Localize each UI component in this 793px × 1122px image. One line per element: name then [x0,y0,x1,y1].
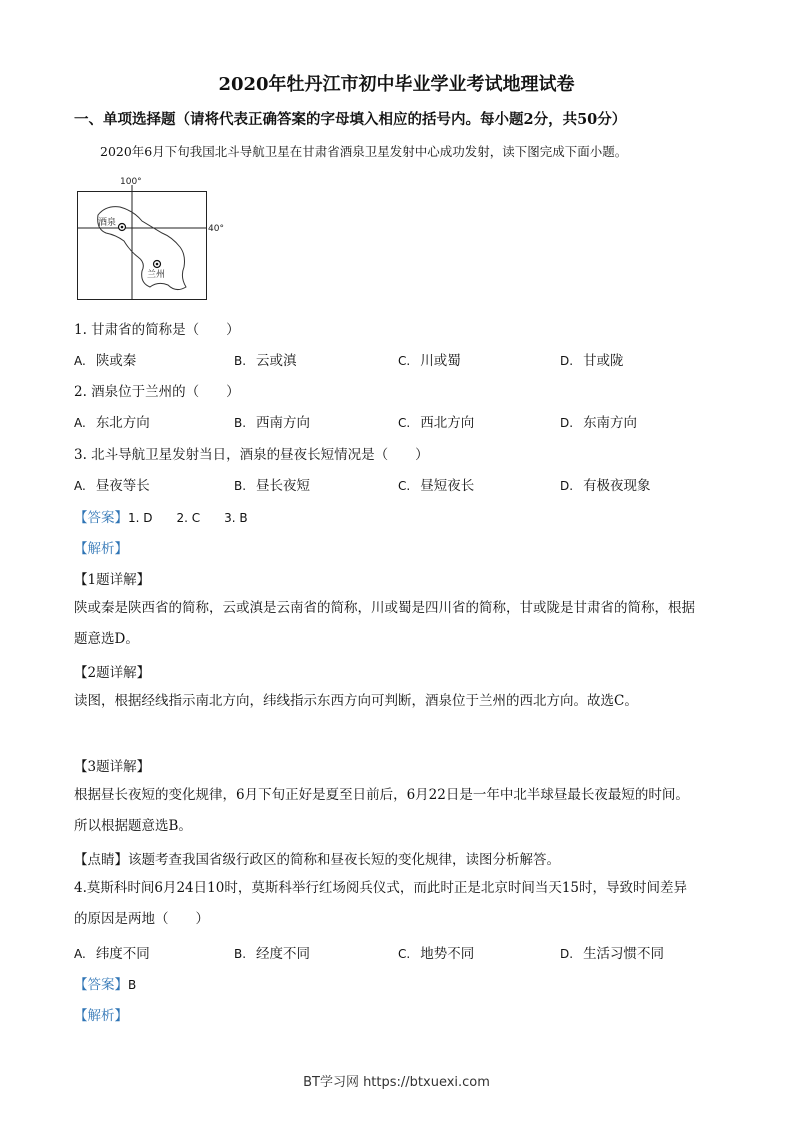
question-1-stem: 1. 甘肃省的简称是（ ） [74,322,240,338]
option-c[interactable]: C. 昼短夜长 [398,478,475,494]
option-b[interactable]: B. 经度不同 [234,946,311,962]
detail-1-line1: 陕或秦是陕西省的简称，云或滇是云南省的简称，川或蜀是四川省的简称，甘或陇是甘肃省的简称，根据 [74,600,695,616]
detail-3-line1: 根据昼长夜短的变化规律，6月下旬正好是夏至日前后，6月22日是一年中北半球昼最长夜最短的时间。 [74,787,689,803]
option-d[interactable]: D. 东南方向 [560,415,638,431]
analysis-tag-2: 【解析】 [74,1008,128,1024]
detail-2-line1: 读图，根据经线指示南北方向，纬线指示东西方向可判断，酒泉位于兰州的西北方向。故选C。 [74,693,638,709]
lon-label: 100° [120,177,142,187]
option-b[interactable]: B. 昼长夜短 [234,478,311,494]
analysis-tag: 【解析】 [74,541,128,557]
answer-tag: 【答案】 [74,977,128,993]
option-c[interactable]: C. 西北方向 [398,415,475,431]
option-d[interactable]: D. 生活习惯不同 [560,946,665,962]
option-b[interactable]: B. 西南方向 [234,415,311,431]
detail-1-tag: 【1题详解】 [74,572,151,588]
intro-text: 2020年6月下旬我国北斗导航卫星在甘肃省酒泉卫星发射中心成功发射，读下图完成下面小题。 [100,144,628,159]
answer-text: 1. D 2. C 3. B [128,511,248,525]
option-a[interactable]: A. 昼夜等长 [74,478,150,494]
comment-tag: 【点睛】 [74,852,128,868]
option-c[interactable]: C. 地势不同 [398,946,475,962]
question-4-options [74,942,734,962]
answer-line-2 [74,973,136,993]
question-2-stem: 2. 酒泉位于兰州的（ ） [74,384,240,400]
option-d[interactable]: D. 甘或陇 [560,353,624,369]
page-title: 2020年牡丹江市初中毕业学业考试地理试卷 [218,74,575,95]
option-c[interactable]: C. 川或蜀 [398,353,461,369]
lat-label: 40° [208,224,224,234]
question-1-options [74,349,734,369]
question-3-stem: 3. 北斗导航卫星发射当日，酒泉的昼夜长短情况是（ ） [74,447,429,463]
option-a[interactable]: A. 东北方向 [74,415,150,431]
answer-text: B [128,978,137,992]
gansu-map-figure [76,175,236,303]
answer-tag: 【答案】 [74,510,128,526]
comment-line [74,848,560,868]
option-b[interactable]: B. 云或滇 [234,353,297,369]
footer-watermark[interactable]: BT学习网 https://btxuexi.com [303,1075,490,1090]
map-frame [78,192,207,300]
question-2-options [74,411,734,431]
question-4-line1: 4.莫斯科时间6月24日10时，莫斯科举行红场阅兵仪式，而此时正是北京时间当天15时，导致时间差异 [74,880,688,896]
comment-text: 该题考查我国省级行政区的简称和昼夜长短的变化规律，读图分析解答。 [128,852,560,868]
option-a[interactable]: A. 陕或秦 [74,353,137,369]
option-a[interactable]: A. 纬度不同 [74,946,150,962]
section-heading: 一、单项选择题（请将代表正确答案的字母填入相应的括号内。每小题2分，共50分） [74,111,627,128]
answer-line-1 [74,506,248,526]
detail-2-tag: 【2题详解】 [74,665,151,681]
city-lanzhou-label: 兰州 [147,270,166,280]
city-jiuquan-label: 酒泉 [98,218,117,228]
option-d[interactable]: D. 有极夜现象 [560,478,651,494]
detail-3-line2: 所以根据题意选B。 [74,818,192,834]
detail-1-line2: 题意选D。 [74,631,139,647]
detail-3-tag: 【3题详解】 [74,759,151,775]
question-4-line2: 的原因是两地（ ） [74,911,209,927]
question-3-options [74,474,734,494]
